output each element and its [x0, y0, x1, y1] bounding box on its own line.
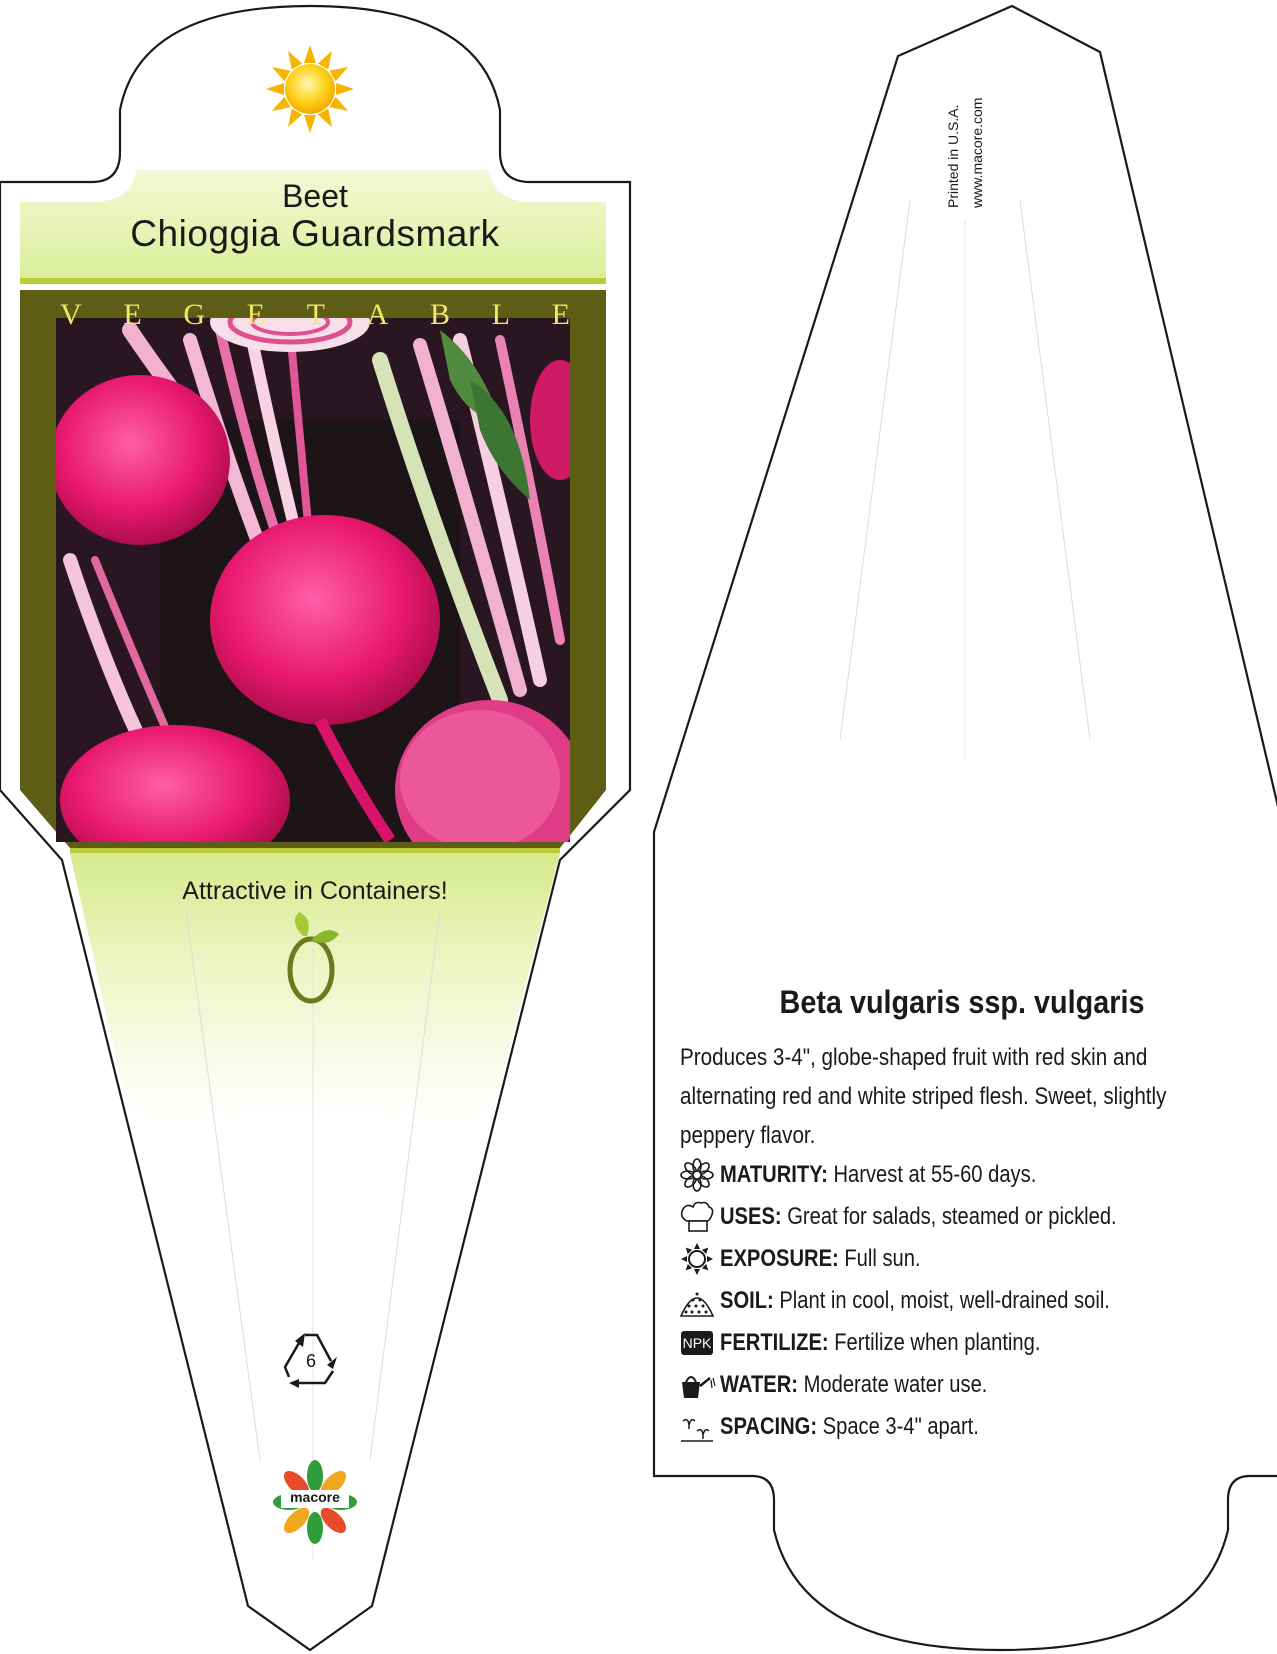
- recycle-number: 6: [305, 1351, 316, 1371]
- chef-hat-icon: [674, 1197, 720, 1237]
- care-value: Fertilize when planting.: [828, 1329, 1041, 1356]
- care-label: EXPOSURE:: [720, 1245, 839, 1272]
- care-label: USES:: [720, 1203, 782, 1230]
- category-letter: E: [246, 298, 265, 331]
- care-row-uses: [674, 1196, 1277, 1238]
- category-letter: V: [60, 298, 82, 331]
- care-row-maturity: [674, 1154, 1277, 1196]
- care-value: Full sun.: [838, 1245, 921, 1272]
- care-value: Great for salads, steamed or pickled.: [781, 1203, 1117, 1230]
- brand-logo-text: macore: [290, 1489, 340, 1505]
- npk-icon: [674, 1323, 720, 1363]
- care-label: WATER:: [720, 1371, 799, 1398]
- beet-root: [50, 375, 230, 545]
- flower-icon: [674, 1155, 720, 1195]
- care-list: [674, 1154, 1277, 1448]
- care-label: FERTILIZE:: [720, 1329, 829, 1356]
- category-letter: T: [306, 298, 325, 331]
- category-letter: A: [366, 298, 389, 331]
- care-label: SPACING:: [720, 1413, 818, 1440]
- category-letter: E: [123, 298, 142, 331]
- description-line: Produces 3-4", globe-shaped fruit with red skin and: [680, 1044, 1148, 1071]
- care-value: Space 3-4" apart.: [817, 1413, 979, 1440]
- sun-icon: [674, 1239, 720, 1279]
- category-letter: E: [551, 298, 570, 331]
- care-value: Harvest at 55-60 days.: [827, 1161, 1037, 1188]
- npk-badge: NPK: [681, 1331, 714, 1355]
- category-letter: L: [491, 298, 510, 331]
- description: [680, 1038, 1239, 1155]
- category-letter: G: [183, 298, 205, 331]
- printed-in-label: Printed in U.S.A.: [945, 104, 961, 208]
- category-letter: B: [429, 298, 450, 331]
- spacing-icon: [674, 1407, 720, 1447]
- beet-photo: [50, 292, 590, 880]
- variety-name: Chioggia Guardsmark: [130, 213, 500, 254]
- care-label: SOIL:: [720, 1287, 774, 1314]
- care-row-water: [674, 1364, 1277, 1406]
- category-label: [60, 298, 570, 332]
- care-row-fertilize: [674, 1322, 1277, 1364]
- watering-can-icon: [674, 1365, 720, 1405]
- care-row-exposure: [674, 1238, 1277, 1280]
- care-value: Moderate water use.: [798, 1371, 988, 1398]
- beet-root: [210, 515, 440, 725]
- soil-icon: [674, 1281, 720, 1321]
- scientific-name: Beta vulgaris ssp. vulgaris: [779, 984, 1145, 1020]
- common-name: Beet: [282, 178, 348, 214]
- description-line: alternating red and white striped flesh. Sweet, slightly: [680, 1083, 1167, 1110]
- care-label: MATURITY:: [720, 1161, 828, 1188]
- care-value: Plant in cool, moist, well-drained soil.: [773, 1287, 1110, 1314]
- care-row-spacing: [674, 1406, 1277, 1448]
- care-row-soil: [674, 1280, 1277, 1322]
- website-label: www.macore.com: [969, 97, 985, 208]
- description-line: peppery flavor.: [680, 1122, 816, 1149]
- tagline: Attractive in Containers!: [182, 877, 448, 905]
